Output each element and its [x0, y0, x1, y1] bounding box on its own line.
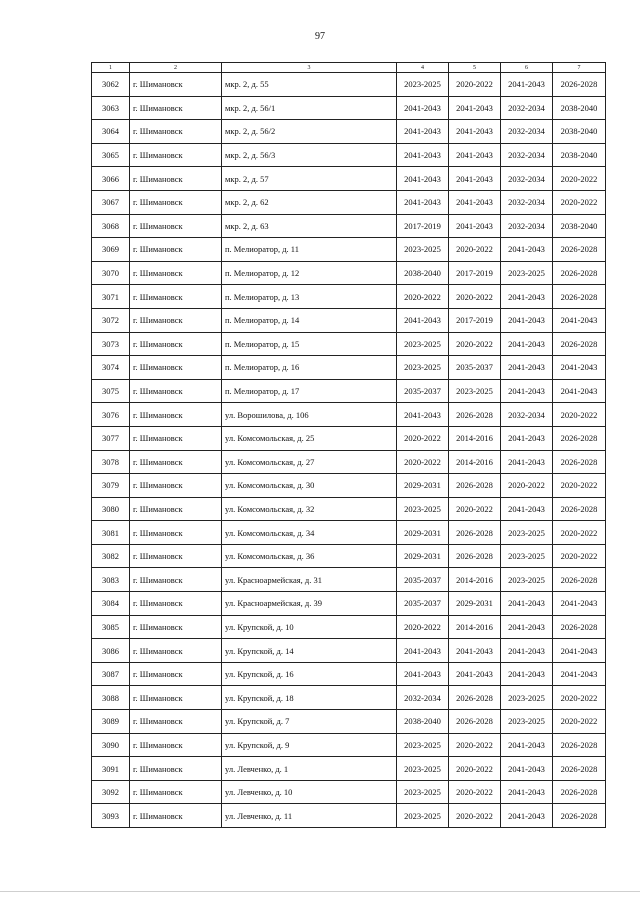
period-1-cell: 2029-2031	[397, 544, 449, 568]
period-1-cell: 2041-2043	[397, 639, 449, 663]
city-cell: г. Шимановск	[130, 780, 222, 804]
period-2-cell: 2020-2022	[449, 285, 501, 309]
period-3-cell: 2041-2043	[501, 804, 553, 828]
city-cell: г. Шимановск	[130, 450, 222, 474]
period-2-cell: 2026-2028	[449, 710, 501, 734]
table-row	[92, 804, 606, 828]
table-row	[92, 710, 606, 734]
period-4-cell: 2038-2040	[553, 143, 606, 167]
city-cell: г. Шимановск	[130, 592, 222, 616]
table-row	[92, 190, 606, 214]
address-cell: ул. Комсомольская, д. 25	[222, 426, 397, 450]
table-row	[92, 639, 606, 663]
table-row	[92, 544, 606, 568]
period-4-cell: 2020-2022	[553, 686, 606, 710]
period-4-cell: 2026-2028	[553, 426, 606, 450]
city-cell: г. Шимановск	[130, 521, 222, 545]
period-2-cell: 2026-2028	[449, 686, 501, 710]
page-bottom-rule	[0, 891, 640, 892]
row-number-cell: 3080	[92, 497, 130, 521]
address-cell: ул. Левченко, д. 1	[222, 757, 397, 781]
address-cell: ул. Крупской, д. 9	[222, 733, 397, 757]
period-1-cell: 2023-2025	[397, 73, 449, 97]
address-cell: п. Мелиоратор, д. 12	[222, 261, 397, 285]
city-cell: г. Шимановск	[130, 332, 222, 356]
address-cell: ул. Крупской, д. 16	[222, 662, 397, 686]
period-3-cell: 2041-2043	[501, 592, 553, 616]
row-number-cell: 3075	[92, 379, 130, 403]
city-cell: г. Шимановск	[130, 733, 222, 757]
table-row	[92, 214, 606, 238]
period-4-cell: 2026-2028	[553, 615, 606, 639]
period-3-cell: 2023-2025	[501, 568, 553, 592]
row-number-cell: 3077	[92, 426, 130, 450]
row-number-cell: 3070	[92, 261, 130, 285]
period-4-cell: 2041-2043	[553, 639, 606, 663]
period-1-cell: 2041-2043	[397, 662, 449, 686]
table-row	[92, 403, 606, 427]
period-1-cell: 2020-2022	[397, 426, 449, 450]
period-2-cell: 2020-2022	[449, 497, 501, 521]
period-1-cell: 2023-2025	[397, 780, 449, 804]
period-1-cell: 2023-2025	[397, 356, 449, 380]
period-3-cell: 2023-2025	[501, 544, 553, 568]
period-4-cell: 2026-2028	[553, 450, 606, 474]
row-number-cell: 3088	[92, 686, 130, 710]
row-number-cell: 3081	[92, 521, 130, 545]
period-2-cell: 2020-2022	[449, 733, 501, 757]
table-row	[92, 568, 606, 592]
city-cell: г. Шимановск	[130, 214, 222, 238]
period-3-cell: 2041-2043	[501, 285, 553, 309]
table-row	[92, 261, 606, 285]
period-2-cell: 2026-2028	[449, 544, 501, 568]
table-row	[92, 356, 606, 380]
period-1-cell: 2038-2040	[397, 710, 449, 734]
period-1-cell: 2023-2025	[397, 733, 449, 757]
address-cell: п. Мелиоратор, д. 11	[222, 238, 397, 262]
city-cell: г. Шимановск	[130, 190, 222, 214]
row-number-cell: 3078	[92, 450, 130, 474]
period-1-cell: 2023-2025	[397, 497, 449, 521]
column-number-row	[92, 63, 606, 73]
row-number-cell: 3093	[92, 804, 130, 828]
city-cell: г. Шимановск	[130, 379, 222, 403]
row-number-cell: 3064	[92, 120, 130, 144]
period-1-cell: 2020-2022	[397, 450, 449, 474]
period-3-cell: 2041-2043	[501, 497, 553, 521]
address-cell: ул. Красноармейская, д. 31	[222, 568, 397, 592]
table-row	[92, 780, 606, 804]
address-cell: мкр. 2, д. 56/2	[222, 120, 397, 144]
column-number-6: 6	[501, 63, 553, 73]
period-2-cell: 2014-2016	[449, 426, 501, 450]
period-2-cell: 2017-2019	[449, 308, 501, 332]
row-number-cell: 3076	[92, 403, 130, 427]
table-row	[92, 332, 606, 356]
city-cell: г. Шимановск	[130, 96, 222, 120]
period-3-cell: 2032-2034	[501, 120, 553, 144]
period-1-cell: 2038-2040	[397, 261, 449, 285]
table-row	[92, 592, 606, 616]
city-cell: г. Шимановск	[130, 143, 222, 167]
period-4-cell: 2041-2043	[553, 379, 606, 403]
city-cell: г. Шимановск	[130, 285, 222, 309]
period-1-cell: 2041-2043	[397, 167, 449, 191]
city-cell: г. Шимановск	[130, 639, 222, 663]
row-number-cell: 3089	[92, 710, 130, 734]
table-row	[92, 379, 606, 403]
period-1-cell: 2023-2025	[397, 804, 449, 828]
period-4-cell: 2026-2028	[553, 568, 606, 592]
period-1-cell: 2023-2025	[397, 757, 449, 781]
period-2-cell: 2041-2043	[449, 143, 501, 167]
table-row	[92, 686, 606, 710]
period-4-cell: 2026-2028	[553, 73, 606, 97]
table-row	[92, 662, 606, 686]
address-cell: ул. Комсомольская, д. 34	[222, 521, 397, 545]
table-row	[92, 143, 606, 167]
city-cell: г. Шимановск	[130, 308, 222, 332]
table-row	[92, 497, 606, 521]
city-cell: г. Шимановск	[130, 497, 222, 521]
period-3-cell: 2041-2043	[501, 73, 553, 97]
address-cell: ул. Комсомольская, д. 36	[222, 544, 397, 568]
period-3-cell: 2032-2034	[501, 96, 553, 120]
period-4-cell: 2026-2028	[553, 733, 606, 757]
column-number-3: 3	[222, 63, 397, 73]
period-3-cell: 2023-2025	[501, 261, 553, 285]
period-1-cell: 2032-2034	[397, 686, 449, 710]
period-4-cell: 2026-2028	[553, 780, 606, 804]
period-4-cell: 2038-2040	[553, 214, 606, 238]
city-cell: г. Шимановск	[130, 757, 222, 781]
period-3-cell: 2041-2043	[501, 662, 553, 686]
period-2-cell: 2041-2043	[449, 190, 501, 214]
table-row	[92, 757, 606, 781]
period-2-cell: 2029-2031	[449, 592, 501, 616]
table-row	[92, 733, 606, 757]
period-2-cell: 2026-2028	[449, 521, 501, 545]
row-number-cell: 3092	[92, 780, 130, 804]
period-2-cell: 2041-2043	[449, 120, 501, 144]
row-number-cell: 3074	[92, 356, 130, 380]
column-number-2: 2	[130, 63, 222, 73]
period-4-cell: 2026-2028	[553, 238, 606, 262]
period-2-cell: 2041-2043	[449, 167, 501, 191]
period-4-cell: 2041-2043	[553, 356, 606, 380]
period-1-cell: 2041-2043	[397, 308, 449, 332]
address-cell: п. Мелиоратор, д. 17	[222, 379, 397, 403]
row-number-cell: 3069	[92, 238, 130, 262]
address-cell: мкр. 2, д. 55	[222, 73, 397, 97]
period-3-cell: 2041-2043	[501, 450, 553, 474]
row-number-cell: 3067	[92, 190, 130, 214]
row-number-cell: 3084	[92, 592, 130, 616]
period-1-cell: 2017-2019	[397, 214, 449, 238]
period-4-cell: 2020-2022	[553, 544, 606, 568]
period-2-cell: 2014-2016	[449, 615, 501, 639]
period-4-cell: 2020-2022	[553, 521, 606, 545]
period-3-cell: 2041-2043	[501, 780, 553, 804]
period-2-cell: 2023-2025	[449, 379, 501, 403]
row-number-cell: 3079	[92, 474, 130, 498]
period-2-cell: 2041-2043	[449, 639, 501, 663]
page-number: 97	[315, 31, 325, 42]
address-cell: ул. Комсомольская, д. 27	[222, 450, 397, 474]
city-cell: г. Шимановск	[130, 120, 222, 144]
period-2-cell: 2020-2022	[449, 332, 501, 356]
city-cell: г. Шимановск	[130, 356, 222, 380]
column-number-4: 4	[397, 63, 449, 73]
period-1-cell: 2020-2022	[397, 285, 449, 309]
period-3-cell: 2032-2034	[501, 167, 553, 191]
period-3-cell: 2041-2043	[501, 757, 553, 781]
period-3-cell: 2023-2025	[501, 710, 553, 734]
period-4-cell: 2041-2043	[553, 592, 606, 616]
address-cell: п. Мелиоратор, д. 14	[222, 308, 397, 332]
period-1-cell: 2020-2022	[397, 615, 449, 639]
period-3-cell: 2041-2043	[501, 426, 553, 450]
table-row	[92, 96, 606, 120]
period-1-cell: 2041-2043	[397, 403, 449, 427]
address-cell: мкр. 2, д. 63	[222, 214, 397, 238]
table-row	[92, 615, 606, 639]
city-cell: г. Шимановск	[130, 238, 222, 262]
row-number-cell: 3065	[92, 143, 130, 167]
column-number-5: 5	[449, 63, 501, 73]
city-cell: г. Шимановск	[130, 662, 222, 686]
table-row	[92, 426, 606, 450]
period-2-cell: 2041-2043	[449, 662, 501, 686]
row-number-cell: 3086	[92, 639, 130, 663]
period-3-cell: 2041-2043	[501, 356, 553, 380]
table-row	[92, 120, 606, 144]
row-number-cell: 3066	[92, 167, 130, 191]
address-cell: ул. Комсомольская, д. 32	[222, 497, 397, 521]
period-2-cell: 2041-2043	[449, 96, 501, 120]
period-1-cell: 2041-2043	[397, 190, 449, 214]
row-number-cell: 3062	[92, 73, 130, 97]
address-cell: п. Мелиоратор, д. 15	[222, 332, 397, 356]
period-3-cell: 2041-2043	[501, 332, 553, 356]
row-number-cell: 3073	[92, 332, 130, 356]
period-4-cell: 2020-2022	[553, 710, 606, 734]
period-2-cell: 2026-2028	[449, 403, 501, 427]
period-1-cell: 2035-2037	[397, 379, 449, 403]
address-cell: ул. Левченко, д. 11	[222, 804, 397, 828]
city-cell: г. Шимановск	[130, 568, 222, 592]
address-cell: п. Мелиоратор, д. 16	[222, 356, 397, 380]
city-cell: г. Шимановск	[130, 167, 222, 191]
period-1-cell: 2029-2031	[397, 474, 449, 498]
table-row	[92, 285, 606, 309]
address-cell: ул. Левченко, д. 10	[222, 780, 397, 804]
row-number-cell: 3087	[92, 662, 130, 686]
period-3-cell: 2041-2043	[501, 308, 553, 332]
period-4-cell: 2020-2022	[553, 167, 606, 191]
address-cell: мкр. 2, д. 57	[222, 167, 397, 191]
period-3-cell: 2020-2022	[501, 474, 553, 498]
address-cell: мкр. 2, д. 56/3	[222, 143, 397, 167]
period-3-cell: 2041-2043	[501, 615, 553, 639]
row-number-cell: 3071	[92, 285, 130, 309]
period-2-cell: 2020-2022	[449, 804, 501, 828]
period-1-cell: 2023-2025	[397, 332, 449, 356]
period-2-cell: 2020-2022	[449, 238, 501, 262]
period-4-cell: 2026-2028	[553, 332, 606, 356]
period-2-cell: 2020-2022	[449, 780, 501, 804]
period-4-cell: 2038-2040	[553, 96, 606, 120]
period-3-cell: 2032-2034	[501, 143, 553, 167]
period-2-cell: 2017-2019	[449, 261, 501, 285]
city-cell: г. Шимановск	[130, 710, 222, 734]
period-2-cell: 2014-2016	[449, 450, 501, 474]
period-4-cell: 2020-2022	[553, 403, 606, 427]
address-cell: ул. Крупской, д. 10	[222, 615, 397, 639]
city-cell: г. Шимановск	[130, 686, 222, 710]
row-number-cell: 3083	[92, 568, 130, 592]
period-4-cell: 2026-2028	[553, 497, 606, 521]
row-number-cell: 3082	[92, 544, 130, 568]
table-row	[92, 308, 606, 332]
address-cell: мкр. 2, д. 62	[222, 190, 397, 214]
period-1-cell: 2035-2037	[397, 592, 449, 616]
period-1-cell: 2029-2031	[397, 521, 449, 545]
row-number-cell: 3063	[92, 96, 130, 120]
period-4-cell: 2026-2028	[553, 261, 606, 285]
period-1-cell: 2035-2037	[397, 568, 449, 592]
period-3-cell: 2023-2025	[501, 521, 553, 545]
table-row	[92, 238, 606, 262]
city-cell: г. Шимановск	[130, 804, 222, 828]
period-3-cell: 2041-2043	[501, 639, 553, 663]
row-number-cell: 3085	[92, 615, 130, 639]
period-2-cell: 2020-2022	[449, 757, 501, 781]
period-2-cell: 2020-2022	[449, 73, 501, 97]
period-1-cell: 2041-2043	[397, 143, 449, 167]
city-cell: г. Шимановск	[130, 73, 222, 97]
period-4-cell: 2038-2040	[553, 120, 606, 144]
table-row	[92, 167, 606, 191]
city-cell: г. Шимановск	[130, 261, 222, 285]
table-row	[92, 73, 606, 97]
table-row	[92, 450, 606, 474]
city-cell: г. Шимановск	[130, 403, 222, 427]
city-cell: г. Шимановск	[130, 426, 222, 450]
table-body	[92, 73, 606, 828]
city-cell: г. Шимановск	[130, 544, 222, 568]
period-3-cell: 2041-2043	[501, 238, 553, 262]
row-number-cell: 3072	[92, 308, 130, 332]
period-4-cell: 2026-2028	[553, 757, 606, 781]
housing-schedule-table	[91, 62, 606, 828]
period-4-cell: 2020-2022	[553, 190, 606, 214]
row-number-cell: 3068	[92, 214, 130, 238]
row-number-cell: 3091	[92, 757, 130, 781]
city-cell: г. Шимановск	[130, 474, 222, 498]
period-3-cell: 2041-2043	[501, 379, 553, 403]
period-4-cell: 2026-2028	[553, 285, 606, 309]
column-number-1: 1	[92, 63, 130, 73]
period-3-cell: 2032-2034	[501, 214, 553, 238]
address-cell: ул. Комсомольская, д. 30	[222, 474, 397, 498]
period-2-cell: 2041-2043	[449, 214, 501, 238]
period-1-cell: 2041-2043	[397, 96, 449, 120]
address-cell: ул. Крупской, д. 7	[222, 710, 397, 734]
period-3-cell: 2032-2034	[501, 190, 553, 214]
period-1-cell: 2023-2025	[397, 238, 449, 262]
period-2-cell: 2035-2037	[449, 356, 501, 380]
address-cell: ул. Ворошилова, д. 106	[222, 403, 397, 427]
period-4-cell: 2020-2022	[553, 474, 606, 498]
period-2-cell: 2014-2016	[449, 568, 501, 592]
address-cell: мкр. 2, д. 56/1	[222, 96, 397, 120]
period-3-cell: 2032-2034	[501, 403, 553, 427]
period-3-cell: 2041-2043	[501, 733, 553, 757]
period-3-cell: 2023-2025	[501, 686, 553, 710]
city-cell: г. Шимановск	[130, 615, 222, 639]
period-4-cell: 2041-2043	[553, 662, 606, 686]
column-number-7: 7	[553, 63, 606, 73]
address-cell: ул. Крупской, д. 18	[222, 686, 397, 710]
period-2-cell: 2026-2028	[449, 474, 501, 498]
period-4-cell: 2041-2043	[553, 308, 606, 332]
row-number-cell: 3090	[92, 733, 130, 757]
period-4-cell: 2026-2028	[553, 804, 606, 828]
address-cell: ул. Крупской, д. 14	[222, 639, 397, 663]
table-row	[92, 474, 606, 498]
address-cell: п. Мелиоратор, д. 13	[222, 285, 397, 309]
period-1-cell: 2041-2043	[397, 120, 449, 144]
address-cell: ул. Красноармейская, д. 39	[222, 592, 397, 616]
table-row	[92, 521, 606, 545]
